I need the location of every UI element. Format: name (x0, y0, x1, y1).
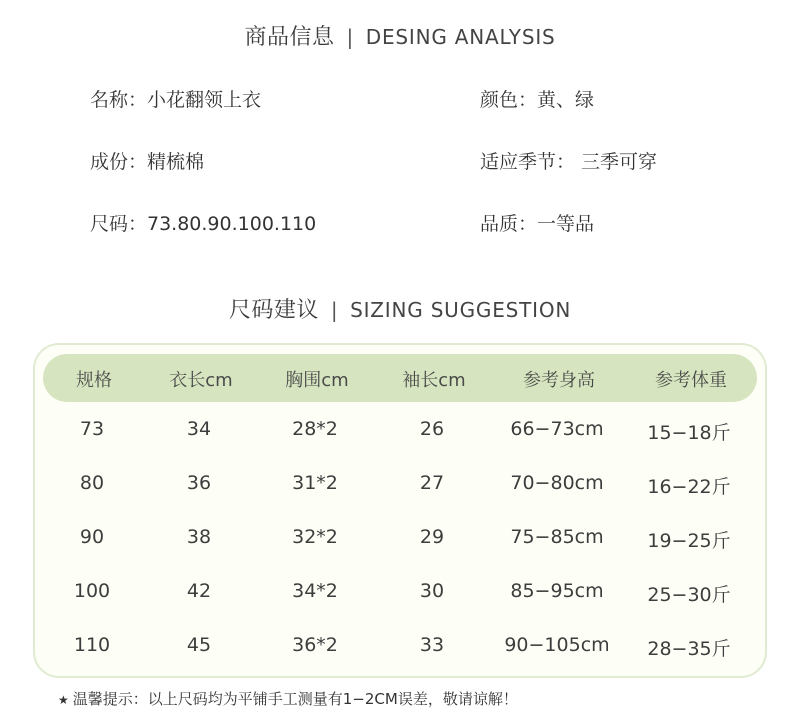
table-cell: 38 (186, 526, 212, 548)
table-cell: 28−35斤 (647, 638, 731, 660)
header-cell-length: 衣长cm (169, 370, 233, 391)
size-table-header (43, 354, 757, 402)
footer-note-text: 温馨提示：以上尺码均为平铺手工测量有1−2CM误差，敬请谅解！ (72, 690, 518, 708)
table-cell: 28*2 (292, 418, 338, 440)
table-cell: 75−85cm (510, 526, 604, 548)
sizing-heading (0, 293, 800, 324)
table-cell: 66−73cm (510, 418, 604, 440)
table-cell: 100 (73, 580, 111, 602)
table-cell: 73 (79, 418, 105, 440)
table-cell: 45 (186, 634, 212, 656)
table-cell: 30 (419, 580, 445, 602)
table-cell: 90 (79, 526, 105, 548)
footer-note (58, 688, 518, 709)
table-cell: 27 (419, 472, 445, 494)
product-info-title-en: DESING ANALYSIS (365, 25, 556, 49)
table-cell: 110 (73, 634, 111, 656)
header-cell-size: 规格 (76, 370, 112, 391)
heading-separator: | (346, 25, 354, 49)
table-cell: 16−22斤 (647, 476, 731, 498)
table-cell: 36 (186, 472, 212, 494)
table-cell: 19−25斤 (647, 530, 731, 552)
table-cell: 80 (79, 472, 105, 494)
table-cell: 70−80cm (510, 472, 604, 494)
header-cell-sleeve: 袖长cm (402, 370, 466, 391)
table-cell: 90−105cm (504, 634, 610, 656)
product-info-heading (0, 20, 800, 51)
sizing-title-en: SIZING SUGGESTION (350, 298, 572, 322)
table-cell: 34 (186, 418, 212, 440)
table-cell: 34*2 (292, 580, 338, 602)
info-sizes: 尺码：73.80.90.100.110 (90, 213, 317, 235)
size-table (33, 343, 767, 678)
table-cell: 25−30斤 (647, 584, 731, 606)
info-season: 适应季节： 三季可穿 (480, 151, 658, 173)
table-cell: 15−18斤 (647, 422, 731, 444)
product-info-title-cn: 商品信息 (244, 25, 335, 50)
header-cell-height: 参考身高 (523, 370, 595, 391)
header-cell-weight: 参考体重 (655, 370, 727, 391)
table-cell: 26 (419, 418, 445, 440)
sizing-title-cn: 尺码建议 (228, 298, 319, 323)
table-cell: 32*2 (292, 526, 338, 548)
heading-separator: | (330, 298, 339, 322)
table-cell: 85−95cm (510, 580, 604, 602)
header-cell-chest: 胸围cm (285, 370, 349, 391)
star-icon: ★ (58, 693, 69, 707)
info-quality: 品质：一等品 (480, 213, 595, 235)
table-cell: 33 (419, 634, 445, 656)
table-cell: 29 (419, 526, 445, 548)
info-color: 颜色：黄、绿 (480, 89, 595, 111)
table-cell: 36*2 (292, 634, 338, 656)
table-cell: 31*2 (292, 472, 338, 494)
table-cell: 42 (186, 580, 212, 602)
info-material: 成份：精梳棉 (90, 151, 205, 173)
info-name: 名称：小花翻领上衣 (90, 89, 262, 111)
